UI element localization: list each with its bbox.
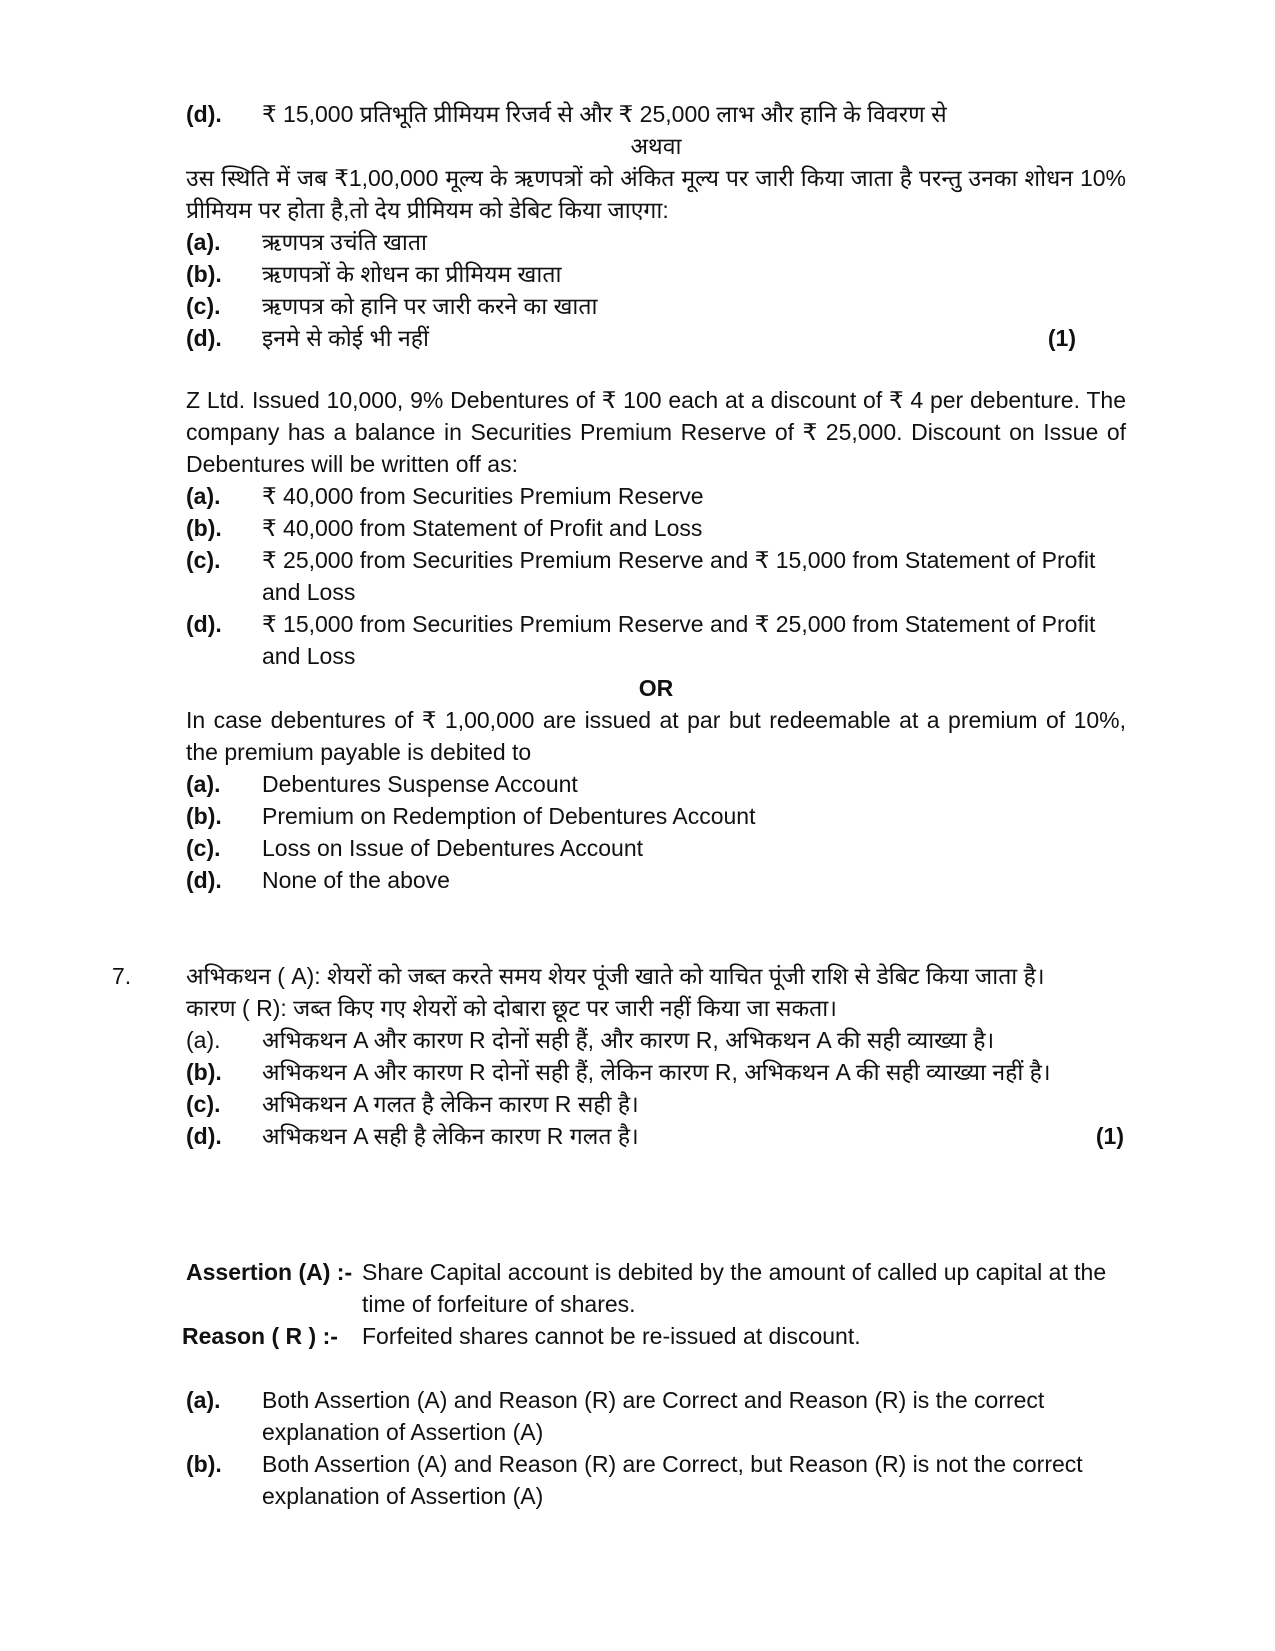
option-text: ₹ 25,000 from Securities Premium Reserve and ₹ 15,000 from Statement of Profit and Loss: [262, 547, 1096, 605]
en-assertion: [186, 1256, 1126, 1320]
option-label: (b).: [186, 1451, 222, 1477]
option-label: (d).: [186, 611, 222, 637]
english-block: [186, 384, 1126, 896]
or-english: OR: [638, 675, 674, 701]
option-a-q7-english: [186, 1384, 1126, 1448]
option-label: (a).: [186, 771, 221, 797]
option-text: इनमे से कोई भी नहीं: [262, 325, 429, 351]
option-d-english: [186, 608, 1126, 672]
option-a-english: [186, 480, 1126, 512]
option-text: ऋणपत्रों के शोधन का प्रीमियम खाता: [262, 261, 562, 287]
option-b-q7-english: [186, 1448, 1126, 1512]
question-7-hindi: [186, 960, 1126, 1152]
option-d-hindi: [186, 322, 1076, 354]
option-d-english-2: [186, 864, 1126, 896]
option-text: अभिकथन A सही है लेकिन कारण R गलत है।: [262, 1123, 639, 1149]
option-b-english: [186, 512, 1126, 544]
option-label: (c).: [186, 835, 221, 861]
option-b-q7-hindi: [186, 1056, 1126, 1088]
option-c-english: [186, 544, 1126, 608]
option-text: अभिकथन A गलत है लेकिन कारण R सही है।: [262, 1091, 639, 1117]
assertion-label: अभिकथन ( A):: [186, 963, 321, 989]
option-label: (a).: [186, 1027, 221, 1053]
option-text: ₹ 40,000 from Statement of Profit and Loss: [262, 515, 703, 541]
option-a-hindi: [186, 226, 1126, 258]
option-d-q7-hindi: [186, 1120, 1126, 1152]
option-label: (d).: [186, 867, 222, 893]
option-label: (b).: [186, 515, 222, 541]
hindi-assertion: [186, 960, 1126, 992]
question-7-english: [182, 1256, 1126, 1512]
option-c-english-2: [186, 832, 1126, 864]
option-b-english-2: [186, 800, 1126, 832]
option-b-hindi: [186, 258, 1126, 290]
assertion-text: शेयरों को जब्त करते समय शेयर पूंजी खाते को याचित पूंजी राशि से डेबिट किया जाता है।: [320, 963, 1045, 989]
option-label: (b).: [186, 1059, 222, 1085]
option-c-q7-hindi: [186, 1088, 1126, 1120]
option-text: अभिकथन A और कारण R दोनों सही हैं, लेकिन कारण R, अभिकथन A की सही व्याख्या नहीं है।: [262, 1059, 1051, 1085]
en-reason-label: Reason ( R ) :-: [182, 1323, 338, 1349]
question-number: 7.: [112, 963, 132, 989]
hindi-block-top: [186, 98, 1126, 354]
option-c-hindi: [186, 290, 1126, 322]
reason-text: जब्त किए गए शेयरों को दोबारा छूट पर जारी नहीं किया जा सकता।: [286, 995, 837, 1021]
option-text: ₹ 40,000 from Securities Premium Reserve: [262, 483, 704, 509]
option-label: (a).: [186, 229, 221, 255]
option-label: (a).: [186, 1387, 221, 1413]
option-text: Premium on Redemption of Debentures Account: [262, 803, 756, 829]
hindi-question-text: उस स्थिति में जब ₹1,00,000 मूल्य के ऋणपत्रों को अंकित मूल्य पर जारी किया जाता है परन्तु उनका शोधन 10% प्रीमियम पर होता है,तो देय प्रीमियम को डेबिट किया जाएगा:: [186, 165, 1126, 223]
option-text: अभिकथन A और कारण R दोनों सही हैं, और कारण R, अभिकथन A की सही व्याख्या है।: [262, 1027, 995, 1053]
option-label: (a).: [186, 483, 221, 509]
marks-label: (1): [1047, 325, 1076, 351]
reason-label: कारण ( R):: [186, 995, 287, 1021]
or-hindi: अथवा: [630, 133, 682, 159]
option-label: (b).: [186, 261, 222, 287]
option-label: (c).: [186, 293, 221, 319]
option-text: Debentures Suspense Account: [262, 771, 578, 797]
option-text: Both Assertion (A) and Reason (R) are Correct, but Reason (R) is not the correct explanation of Assertion (A): [262, 1451, 1083, 1509]
option-text: ₹ 15,000 from Securities Premium Reserve and ₹ 25,000 from Statement of Profit and Loss: [262, 611, 1096, 669]
marks-label: (1): [1095, 1123, 1124, 1149]
english-question-text-2: In case debentures of ₹ 1,00,000 are issued at par but redeemable at a premium of 10%, the premium payable is debited to: [186, 707, 1126, 765]
option-text: ऋणपत्र उचंति खाता: [262, 229, 427, 255]
en-assertion-text: Share Capital account is debited by the amount of called up capital at the time of forfeiture of shares.: [362, 1259, 1107, 1317]
option-d-hindi-top: [186, 98, 1126, 130]
option-text: ₹ 15,000 प्रतिभूति प्रीमियम रिजर्व से और ₹ 25,000 लाभ और हानि के विवरण से: [262, 101, 947, 127]
hindi-reason: [186, 992, 1126, 1024]
option-label: (d).: [186, 101, 222, 127]
en-assertion-label: Assertion (A) :-: [186, 1259, 353, 1285]
option-text: None of the above: [262, 867, 450, 893]
english-question-text: Z Ltd. Issued 10,000, 9% Debentures of ₹ 100 each at a discount of ₹ 4 per debenture. The company has a balance in Securities Premium Reserve of ₹ 25,000. Discount on Issue of Debentures will be written off as:: [186, 387, 1126, 477]
option-text: Both Assertion (A) and Reason (R) are Correct and Reason (R) is the correct explanation of Assertion (A): [262, 1387, 1045, 1445]
en-reason: [182, 1320, 1126, 1352]
option-text: Loss on Issue of Debentures Account: [262, 835, 644, 861]
option-a-q7-hindi: [186, 1024, 1126, 1056]
option-label: (c).: [186, 1091, 221, 1117]
en-reason-text: Forfeited shares cannot be re-issued at discount.: [362, 1323, 861, 1349]
option-a-english-2: [186, 768, 1126, 800]
option-label: (d).: [186, 325, 222, 351]
option-label: (c).: [186, 547, 221, 573]
option-label: (d).: [186, 1123, 222, 1149]
option-label: (b).: [186, 803, 222, 829]
option-text: ऋणपत्र को हानि पर जारी करने का खाता: [262, 293, 598, 319]
